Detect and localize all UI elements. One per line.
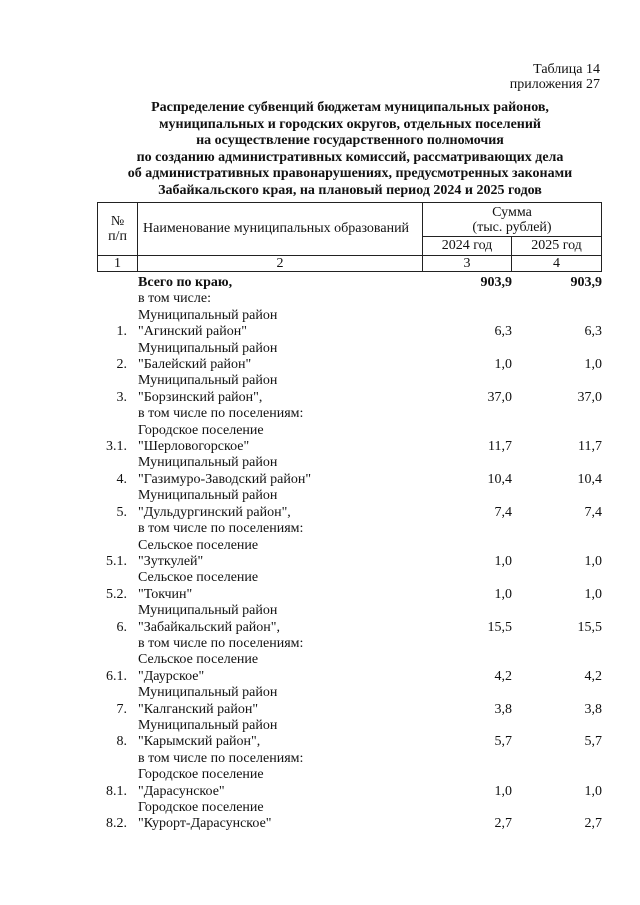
table-row <box>97 751 601 767</box>
name-line: Городское поселение <box>138 800 264 815</box>
table-row <box>97 538 601 571</box>
name-line: "Дульдургинский район", <box>138 504 291 520</box>
amount-2024: 1,0 <box>494 553 512 569</box>
amount-2025: 15,5 <box>577 619 602 635</box>
year-2025-header: 2025 год <box>512 237 602 256</box>
table-row <box>97 767 601 800</box>
name-line: Городское поселение <box>138 422 264 438</box>
row-number: 6. <box>116 619 127 635</box>
amount-2024: 37,0 <box>487 389 512 405</box>
name-line: "Борзинский район", <box>138 389 263 405</box>
table-row <box>97 800 601 833</box>
name-line: "Шерловогорское" <box>138 439 250 455</box>
amount-2025: 11,7 <box>578 439 602 455</box>
municipality-name <box>137 275 423 291</box>
table-row <box>97 291 601 307</box>
name-line: "Забайкальский район", <box>138 619 280 635</box>
title-line: Забайкальского края, на плановый период 2024 и 2025 годов <box>158 182 542 198</box>
amount-2025: 1,0 <box>584 357 602 373</box>
amount-2024: 6,3 <box>494 324 512 340</box>
municipality-name <box>137 423 423 456</box>
total-row <box>97 275 601 291</box>
amount-2025: 1,0 <box>584 586 602 602</box>
name-line: в том числе: <box>138 291 211 307</box>
name-line: Сельское поселение <box>138 570 259 586</box>
municipality-name <box>137 652 423 685</box>
row-number: 5. <box>116 504 127 520</box>
column-index: 2 <box>138 256 423 272</box>
document-title <box>100 100 600 199</box>
name-line: Сельское поселение <box>138 537 259 553</box>
table-row <box>97 341 601 374</box>
row-number: 8.2. <box>106 816 127 832</box>
amount-2024: 1,0 <box>494 357 512 373</box>
row-number: 3.1. <box>106 439 127 455</box>
table-row <box>97 718 601 751</box>
amount-2024: 3,8 <box>494 701 512 717</box>
amount-2025: 2,7 <box>584 816 602 832</box>
amount-2025: 1,0 <box>584 783 602 799</box>
table-row <box>97 308 601 341</box>
table-row <box>97 570 601 603</box>
title-line: об административных правонарушениях, предусмотренных законами <box>127 166 573 181</box>
amount-2024: 2,7 <box>494 816 512 832</box>
row-number: 2. <box>116 357 127 373</box>
table-label: Таблица 14 <box>533 62 600 77</box>
title-line: по созданию административных комиссий, рассматривающих дела <box>136 149 564 165</box>
amount-2025: 3,8 <box>584 701 602 717</box>
column-index: 1 <box>98 256 138 272</box>
num-header-line: № <box>110 214 125 229</box>
row-number: 8. <box>116 734 127 750</box>
appendix-label: приложения 27 <box>509 77 600 92</box>
name-line: "Курорт-Дарасунское" <box>138 816 272 832</box>
row-number: 8.1. <box>106 783 127 799</box>
sum-header-line: (тыс. рублей) <box>472 219 552 235</box>
amount-2025: 4,2 <box>584 668 602 684</box>
sum-header-line: Сумма <box>492 204 532 220</box>
amount-2025: 37,0 <box>577 389 602 405</box>
name-line: Муниципальный район <box>138 340 278 356</box>
name-line: "Калганский район" <box>138 701 259 717</box>
amount-2024: 15,5 <box>487 619 512 635</box>
table-reference <box>510 62 600 92</box>
title-line: муниципальных и городских округов, отдельных поселений <box>158 116 541 132</box>
name-line: Муниципальный район <box>138 307 278 323</box>
name-line: "Токчин" <box>138 586 193 602</box>
row-number: 1. <box>116 324 127 340</box>
table-body <box>97 275 601 833</box>
name-line: "Газимуро-Заводский район" <box>138 471 312 487</box>
row-number: 6.1. <box>106 668 127 684</box>
municipality-name <box>137 406 423 422</box>
table-header <box>97 202 602 272</box>
table-row <box>97 652 601 685</box>
name-line: Муниципальный район <box>138 373 278 389</box>
name-line: Муниципальный район <box>138 685 278 701</box>
name-line: в том числе по поселениям: <box>138 521 304 537</box>
name-line: "Даурское" <box>138 668 205 684</box>
num-column-header <box>98 203 138 256</box>
name-line: Сельское поселение <box>138 652 259 668</box>
amount-2024: 903,9 <box>480 275 512 290</box>
municipality-name <box>137 538 423 571</box>
row-number: 3. <box>116 389 127 405</box>
municipality-name <box>137 488 423 521</box>
amount-2025: 5,7 <box>584 734 602 750</box>
column-index: 3 <box>423 256 512 272</box>
municipality-name <box>137 455 423 488</box>
municipality-name <box>137 308 423 341</box>
title-line: Распределение субвенций бюджетам муниципальных районов, <box>151 100 549 115</box>
municipality-name <box>137 373 423 406</box>
name-line: Городское поселение <box>138 767 264 783</box>
column-index: 4 <box>512 256 602 272</box>
amount-2024: 7,4 <box>494 504 512 520</box>
table-row <box>97 406 601 422</box>
table-row <box>97 603 601 636</box>
row-number: 5.2. <box>106 586 127 602</box>
row-number: 5.1. <box>106 553 127 569</box>
name-line: "Зуткулей" <box>138 553 204 569</box>
name-line: Муниципальный район <box>138 455 278 471</box>
name-line: Всего по краю, <box>138 275 233 290</box>
name-line: в том числе по поселениям: <box>138 406 304 422</box>
municipality-name <box>137 521 423 537</box>
table-row <box>97 685 601 718</box>
municipality-name <box>137 800 423 833</box>
table-row <box>97 521 601 537</box>
municipality-name <box>137 603 423 636</box>
amount-2025: 903,9 <box>570 275 602 290</box>
municipality-name <box>137 685 423 718</box>
table-row <box>97 488 601 521</box>
amount-2024: 11,7 <box>488 439 512 455</box>
num-header-line: п/п <box>108 229 127 244</box>
municipality-name <box>137 570 423 603</box>
amount-2024: 1,0 <box>494 586 512 602</box>
municipality-name <box>137 767 423 800</box>
table-row <box>97 636 601 652</box>
name-line: "Дарасунское" <box>138 783 225 799</box>
title-line: на осуществление государственного полномочия <box>196 133 504 148</box>
amount-2025: 1,0 <box>584 553 602 569</box>
amount-2025: 6,3 <box>584 324 602 340</box>
municipality-name <box>137 751 423 767</box>
municipality-name <box>137 718 423 751</box>
name-line: в том числе по поселениям: <box>138 750 304 766</box>
municipality-name <box>137 291 423 307</box>
name-line: "Балейский район" <box>138 357 252 373</box>
name-line: Муниципальный район <box>138 488 278 504</box>
name-column-header: Наименование муниципальных образований <box>138 203 423 256</box>
name-line: в том числе по поселениям: <box>138 635 304 651</box>
name-line: Муниципальный район <box>138 603 278 619</box>
municipality-name <box>137 341 423 374</box>
amount-2024: 10,4 <box>487 471 512 487</box>
municipality-name <box>137 636 423 652</box>
amount-2024: 5,7 <box>494 734 512 750</box>
amount-2024: 4,2 <box>494 668 512 684</box>
sum-column-header <box>423 203 602 237</box>
year-2024-header: 2024 год <box>423 237 512 256</box>
row-number: 4. <box>116 471 127 487</box>
name-line: "Карымский район", <box>138 734 261 750</box>
table-row <box>97 455 601 488</box>
name-line: "Агинский район" <box>138 324 247 340</box>
amount-2025: 10,4 <box>577 471 602 487</box>
table-row <box>97 373 601 406</box>
table-row <box>97 423 601 456</box>
amount-2024: 1,0 <box>494 783 512 799</box>
row-number: 7. <box>116 701 127 717</box>
amount-2025: 7,4 <box>584 504 602 520</box>
name-line: Муниципальный район <box>138 717 278 733</box>
